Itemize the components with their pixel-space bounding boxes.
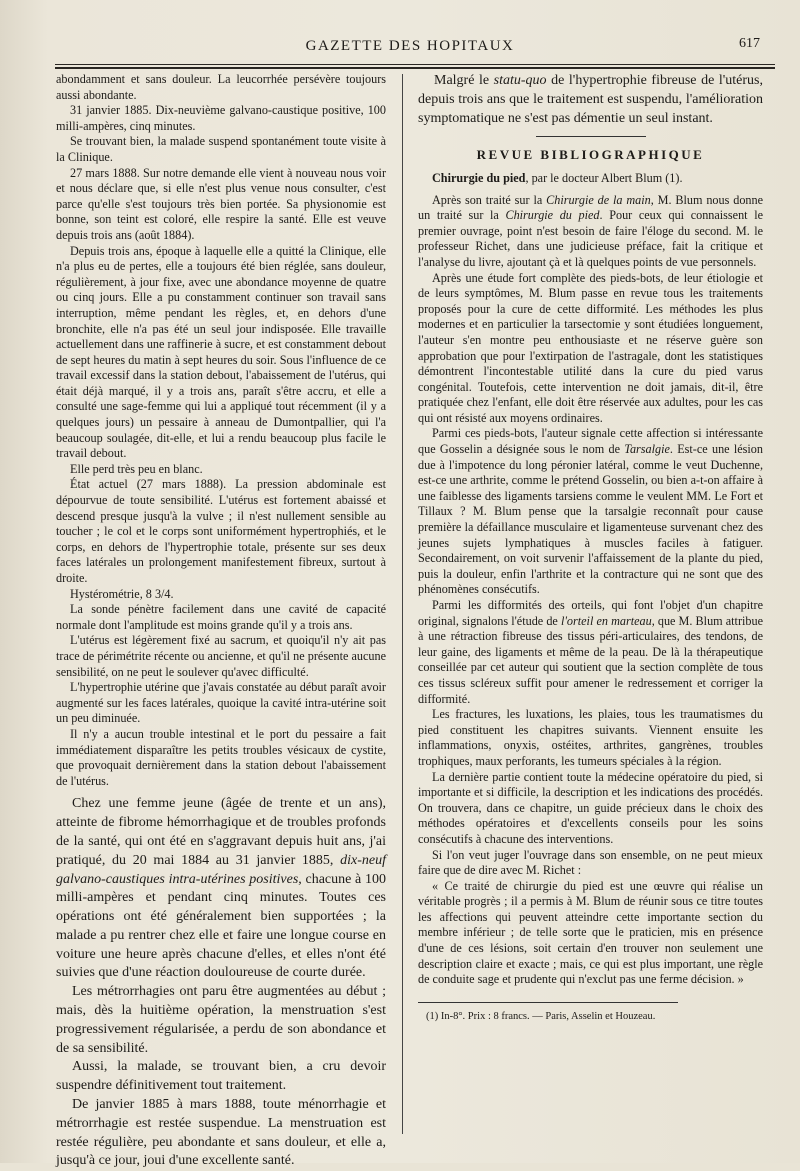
- header-rule-thick: [55, 67, 775, 69]
- paragraph: La sonde pénètre facilement dans une cavité de capacité normale dont l'amplitude est moins grande qu'il y a trois ans.: [56, 602, 386, 632]
- section-divider: [536, 136, 646, 137]
- text-run: de l'hypertrophie fibreuse de l'utérus, depuis trois ans que le traitement est suspendu, l'amélioration symptomatique ne s'est pas démentie un seul instant.: [418, 73, 763, 126]
- paragraph: Les fractures, les luxations, les plaies, tous les traumatismes du pied constituent les chapitres suivants. Viennent ensuite les inflammations, onyxis, ostéites, arthrites, gangrènes, troubles trophiques, maux perforants, les tumeurs spéciales à la région.: [418, 707, 763, 768]
- italic-text: l'orteil en marteau: [560, 613, 652, 628]
- italic-text: Chirurgie du pied: [505, 208, 600, 223]
- text-run: Parmi ces pieds-bots, l'auteur signale cette affection si intéressante que Gosselin a désignée sous le nom de: [418, 426, 763, 457]
- case-notes: [56, 72, 386, 789]
- column-separator: [402, 74, 403, 1134]
- paragraph: L'utérus est légèrement fixé au sacrum, et quoiqu'il n'y ait pas trace de périmétrite récente ou ancienne, et qu'il ne présente aucune sensibilité, on ne peut le soulever qu'avec difficulté.: [56, 633, 386, 679]
- italic-text: statu-quo: [493, 73, 547, 88]
- paragraph: Elle perd très peu en blanc.: [70, 461, 203, 476]
- page-header: [60, 38, 760, 58]
- text-run: Après son traité sur la: [432, 192, 547, 207]
- italic-text: Tarsalgie: [624, 442, 670, 457]
- text-run: . Est-ce une lésion due à l'impotence du long péronier latéral, comme le veut Duchenne, est-ce une arthrite, comme le prétend Gosselin, ou bien a-t-on affaire à une faiblesse des ligaments tarsiens comme le veulent MM. Le Fort et Tillaux ? M. Blum pense que la tarsalgie reconnaît pour cause première la défaillance musculaire et ligamenteuse survenant chez des jeunes sujets lymphatiques à muscles faciles à fatiguer. Secondairement, on voit survenir l'affaissement de la plante du pied, puis la douleur, enfin l'arthrite et la contracture qui ne sont que des phénomènes consécutifs.: [418, 442, 763, 597]
- section-title: REVUE BIBLIOGRAPHIQUE: [476, 147, 705, 163]
- text-run: Chez une femme jeune (âgée de trente et un ans), atteinte de fibrome hémorrhagique et de troubles profonds de la santé, qui ont été en s'aggravant depuis huit ans, j'ai pratiqué, du 20 mai 1884 au 31 janvier 1885,: [56, 796, 386, 868]
- header-rule: [55, 64, 775, 65]
- text-run: , M. Blum nous donne un traité sur la: [418, 192, 764, 223]
- paragraph: Si l'on veut juger l'ouvrage dans son ensemble, on ne peut mieux faire que de dire avec M. Richet :: [418, 847, 763, 878]
- paragraph: Après une étude fort complète des pieds-bots, de leur étiologie et de leurs symptômes, M. Blum passe en revue tous les traitements proposés pour la cure de cette difformité. Les méthodes les plus modernes et en particulier la tarsectomie y sont étudiées longuement, l'auteur s'en montre peu enthousiaste et ne réserve guère son approbation que pour l'extirpation de l'astragale, dont les statistiques démontrent l'incontestable utilité dans la cure du pied varus congénital. Toutefois, cette intervention ne doit jamais, dit-il, être pratiquée chez l'enfant, elle doit être réservée aux adultes, pour les cas qui ont résisté aux moyens ordinaires.: [418, 270, 763, 425]
- case-closing: [418, 72, 763, 128]
- paragraph: [418, 426, 763, 598]
- paragraph: Se trouvant bien, la malade suspend spontanément toute visite à la Clinique.: [56, 134, 386, 164]
- paragraph: L'hypertrophie utérine que j'avais constatée au début paraît avoir augmenté sur les faces latérales, quoique la cavité intra-utérine soit un peu diminuée.: [56, 680, 386, 726]
- paragraph: État actuel (27 mars 1888). La pression abdominale est dépourvue de toute sensibilité. L'utérus est fortement abaissé et descend presque jusqu'à la vulve ; il n'est nullement sensible au toucher ; le col et le corps sont uniformément hypertrophiés, et le corps, en dehors de l'hypertrophie totale, présente sur ses deux faces latérales un prolongement manifestement fibreux, surtout à droite.: [56, 477, 386, 585]
- book-heading: [418, 171, 763, 187]
- paragraph: [418, 72, 763, 128]
- journal-title: GAZETTE DES HOPITAUX: [305, 38, 515, 54]
- paragraph: Hystérométrie, 8 3/4.: [70, 586, 174, 601]
- paragraph: « Ce traité de chirurgie du pied est une œuvre qui réalise un véritable progrès ; il a permis à M. Blum de réunir sous ce titre toutes les affections qui peuvent atteindre cette importante section du membre inférieur ; de telle sorte que le praticien, mis en présence d'une de ces lésions, soit certain d'en trouver non seulement une description claire et exacte ; mais, ce qui est plus important, une règle de conduite sage et prudente qui n'exclut pas une ferme décision. »: [418, 878, 763, 987]
- paragraph: Il n'y a aucun trouble intestinal et le port du pessaire a fait immédiatement disparaître les petits troubles vésicaux de cystite, que provoquait dernièrement dans la station debout l'abaissement de l'utérus.: [56, 726, 386, 788]
- paragraph: [418, 598, 763, 707]
- paragraph: De janvier 1885 à mars 1888, toute ménorrhagie et métrorrhagie est restée suspendue. La menstruation est restée régulière, peu abondante et sans douleur, et elle a, jusqu'à ce jour, joui d'une excellente santé.: [56, 1097, 386, 1169]
- left-column: [56, 72, 386, 1171]
- text-run: Parmi les difformités des orteils, qui font l'objet d'un chapitre original, signalons l'étude de: [418, 598, 763, 628]
- page-number: 617: [739, 36, 760, 51]
- text-run: Malgré le: [434, 73, 494, 88]
- text-run: , chacune à 100 milli-ampères et pendant cinq minutes. Toutes ces opérations ont été généralement bien supportées ; la malade a pu rentrer chez elle et faire une longue course en voiture une heure après chacune d'elles, et elles n'ont été suivies que d'une réaction douloureuse de courte durée.: [56, 871, 386, 981]
- italic-text: dix-neuf galvano-caustiques intra-utérines positives: [56, 852, 386, 887]
- text-run: , que M. Blum attribue à une rétraction fibreuse des tissus péri-articulaires, des tendons, de leur gaine, des ligaments et même de la peau. De là la thérapeutique conseillée par cet auteur qui soutient que la section complète de tous ces tissus scléreux suffit pour amener le redressement et corriger la difformité.: [418, 613, 763, 706]
- paragraph: abondamment et sans douleur. La leucorrhée persévère toujours aussi abondante.: [56, 72, 386, 102]
- paragraph: 31 janvier 1885. Dix-neuvième galvano-caustique positive, 100 milli-ampères, cinq minutes.: [56, 103, 386, 133]
- paragraph: La dernière partie contient toute la médecine opératoire du pied, si importante et si difficile, la description et les indications des procédés. On trouvera, dans ce chapitre, un guide précieux dans le choix des méthodes opératoires et d'excellents conseils pour les soins consécutifs à chacune des interventions.: [418, 769, 763, 846]
- paragraph: Les métrorrhagies ont paru être augmentées au début ; mais, dès la huitième opération, la menstruation s'est progressivement régularisée, a perdu de son abondance et de sa sensibilité.: [56, 984, 386, 1056]
- paragraph: Depuis trois ans, époque à laquelle elle a quitté la Clinique, elle n'a plus eu de pertes, elle a toujours été bien réglée, sans douleur, régulièrement, à jour fixe, avec une abondance moyenne de quatre ou cinq jours. Elle a pu constamment continuer son travail sans interruption, même pendant les règles, et, en dehors d'une bronchite, elle n'a pas été un seul jour indisposée. Elle travaille actuellement dans une raffinerie à sucre, et est constamment debout de sept heures du matin à sept heures du soir. Sous l'influence de ce travail excessif dans la station debout, l'abaissement de l'utérus, qui était déjà marqué, il y a trois ans, paraît s'être accru, et elle a consulté une sage-femme qui lui a appliqué tout récemment (il y a quelques jours) un pessaire à anneau de Dumontpallier, qui l'a beaucoup soulagée, dit-elle, et lui a rendu beaucoup plus facile le travail debout.: [56, 243, 386, 461]
- book-author: , par le docteur Albert Blum (1).: [525, 170, 683, 185]
- italic-text: Chirurgie de la main: [546, 192, 651, 207]
- paragraph: Aussi, la malade, se trouvant bien, a cru devoir suspendre définitivement tout traitement.: [56, 1059, 386, 1094]
- paragraph: [418, 193, 763, 271]
- footnote: (1) In-8°. Prix : 8 francs. — Paris, Asselin et Houzeau.: [426, 1010, 656, 1022]
- paragraph: 27 mars 1888. Sur notre demande elle vient à nouveau nous voir et nous déclare que, si elle n'est plus venue nous consulter, c'est parce qu'elle s'est toujours très bien portée. Sa physionomie est bonne, son teint est coloré, elle respire la santé. Elle est veuve depuis trois ans (août 1884).: [56, 165, 386, 242]
- text-run: . Pour ceux qui connaissent le premier ouvrage, point n'est besoin de faire l'éloge du second. M. le professeur Richet, dans une judicieuse préface, fait la critique et l'analyse du livre, ajoutant çà et là quelques points de vue personnels.: [418, 208, 763, 269]
- right-column: [418, 72, 763, 1024]
- case-conclusion: [56, 795, 386, 1171]
- book-title: Chirurgie du pied: [432, 170, 526, 185]
- paragraph: [56, 795, 386, 983]
- footnote-rule: [418, 1002, 678, 1003]
